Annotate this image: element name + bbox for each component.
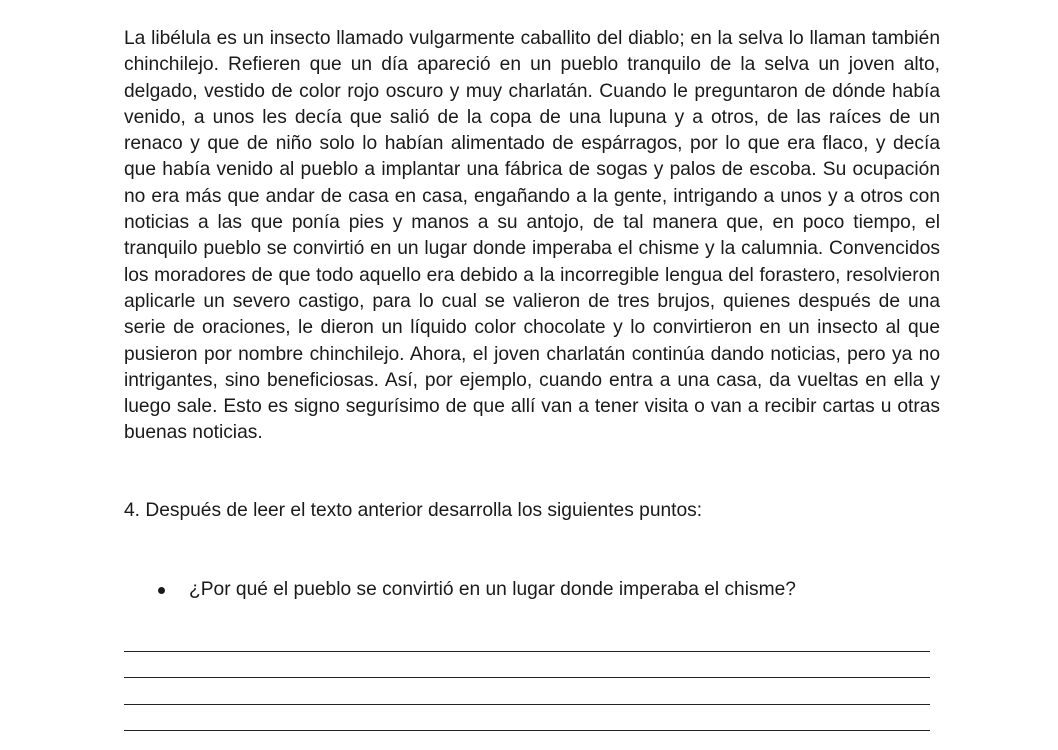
answer-line	[124, 677, 930, 678]
story-paragraph: La libélula es un insecto llamado vulgarmente caballito del diablo; en la selva lo llaman también chinchilejo. Refieren que un día apareció en un pueblo tranquilo de la selva un joven alto, delgado, vestido de color rojo oscuro y muy charlatán. Cuando le preguntaron de dónde había venido, a unos les decía que salió de la copa de una lupuna y a otros, de las raíces de un renaco y que de niño solo lo habían alimentado de espárragos, por lo que era flaco, y decía que había venido al pueblo a implantar una fábrica de sogas y palos de escoba. Su ocupación no era más que andar de casa en casa, engañando a la gente, intrigando a unos y a otros con noticias a las que ponía pies y manos a su antojo, de tal manera que, en poco tiempo, el tranquilo pueblo se convirtió en un lugar donde imperaba el chisme y la calumnia. Convencidos los moradores de que todo aquello era debido a la incorregible lengua del forastero, resolvieron aplicarle un severo castigo, para lo cual se valieron de tres brujos, quienes después de una serie de oraciones, le dieron un líquido color chocolate y lo convirtieron en un insecto al que pusieron por nombre chinchilejo. Ahora, el joven charlatán continúa dando noticias, pero ya no intrigantes, sino beneficiosas. Así, por ejemplo, cuando entra a una casa, da vueltas en ella y luego sale. Esto es signo segurísimo de que allí van a tener visita o van a recibir cartas u otras buenas noticias.	[124, 28, 940, 444]
bullet-question-item	[158, 577, 938, 603]
answer-line	[124, 704, 930, 705]
bullet-icon	[158, 587, 165, 594]
answer-line	[124, 730, 930, 731]
bullet-question-text: ¿Por qué el pueblo se convirtió en un lugar donde imperaba el chisme?	[189, 579, 796, 600]
answer-line	[124, 651, 930, 652]
question-heading: 4. Después de leer el texto anterior desarrolla los siguientes puntos:	[124, 500, 703, 521]
